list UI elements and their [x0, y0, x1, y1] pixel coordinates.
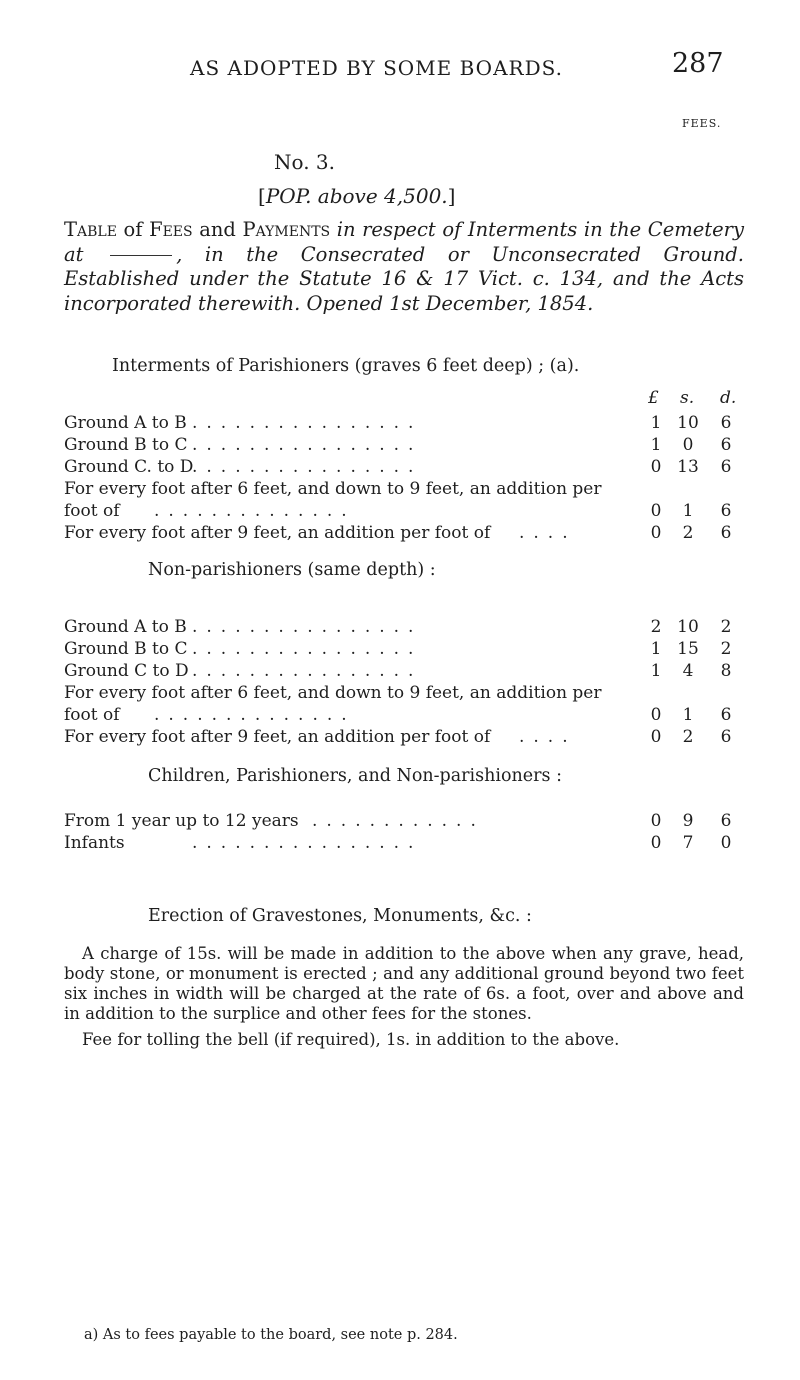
page-number: 287 [672, 48, 724, 79]
pounds-header: £ [648, 388, 659, 408]
dot-leader: ............ [312, 811, 485, 831]
amount-pounds: 0 [650, 705, 662, 725]
footnote: a) As to fees payable to the board, see note p. 284. [84, 1327, 458, 1343]
amount-shillings: 2 [682, 727, 694, 747]
pop-close: ] [447, 184, 456, 208]
pence-header: d. [720, 388, 737, 408]
fee-label: From 1 year up to 12 years [64, 811, 299, 831]
dot-leader: .... [519, 727, 577, 747]
amount-pence: 2 [720, 617, 732, 637]
fee-row [64, 522, 744, 544]
bell-fee-paragraph: Fee for tolling the bell (if required), 1s. in addition to the above. [82, 1030, 620, 1049]
amount-shillings: 10 [677, 617, 699, 637]
amount-pounds: 0 [650, 811, 662, 831]
non-parishioners-heading: Non-parishioners (same depth) : [148, 560, 436, 580]
amount-pounds: 1 [650, 661, 662, 681]
dot-leader: ................ [192, 413, 423, 433]
population-note [258, 184, 455, 208]
fee-row [64, 638, 744, 660]
amount-pence: 6 [720, 435, 732, 455]
amount-pounds: 0 [650, 457, 662, 477]
amount-pounds: 1 [650, 413, 662, 433]
amount-shillings: 2 [682, 523, 694, 543]
pop-text: POP. above 4,500. [265, 184, 448, 208]
running-title: AS ADOPTED BY SOME BOARDS. [190, 56, 563, 80]
fee-row [64, 810, 744, 832]
amount-pence: 6 [720, 705, 732, 725]
fee-row [64, 704, 744, 726]
dot-leader: ................ [192, 639, 423, 659]
parishioners-heading: Interments of Parishioners (graves 6 feet deep) ; (a). [112, 356, 580, 376]
fee-label: Infants [64, 833, 125, 853]
fee-row [64, 660, 744, 682]
schedule-number: No. 3. [274, 150, 335, 174]
fee-label: For every foot after 6 feet, and down to 9 feet, an addition per [64, 479, 602, 499]
amount-shillings: 1 [682, 705, 694, 725]
fee-label: For every foot after 9 feet, an addition per foot of [64, 523, 491, 543]
amount-shillings: 7 [682, 833, 694, 853]
amount-shillings: 13 [677, 457, 699, 477]
amount-shillings: 15 [677, 639, 699, 659]
pop-open: [ [258, 184, 266, 208]
fee-label: For every foot after 6 feet, and down to 9 feet, an addition per [64, 683, 602, 703]
dot-leader: ................ [192, 833, 423, 853]
amount-shillings: 1 [682, 501, 694, 521]
fee-label: Ground B to C [64, 639, 188, 659]
gravestones-heading: Erection of Gravestones, Monuments, &c. : [148, 906, 532, 926]
amount-pence: 6 [720, 457, 732, 477]
amount-shillings: 4 [682, 661, 694, 681]
amount-pounds: 0 [650, 833, 662, 853]
fee-row [64, 832, 744, 854]
schedule-title [64, 218, 744, 316]
title-of: of [116, 218, 150, 241]
amount-shillings: 10 [677, 413, 699, 433]
fee-label: For every foot after 9 feet, an addition per foot of [64, 727, 491, 747]
shillings-header: s. [680, 388, 695, 408]
amount-pence: 6 [720, 501, 732, 521]
gravestones-paragraph: A charge of 15s. will be made in addition to the above when any grave, head, body stone, or monument is erected ; and any additional ground beyond two feet six inches in width will be charged at the rate of 6s. a foot, over and above and in addition to the surplice and other fees for the stones. [64, 944, 744, 1023]
title-rest-2: , in the Consecrated or Unconsecrated Ground. Established under the Statute 16 & 17 Vict. c. 134, and the Acts incorporated therewith. Opened 1st December, 1854. [64, 242, 744, 315]
amount-pence: 6 [720, 811, 732, 831]
fee-label: foot of [64, 705, 120, 725]
amount-pence: 6 [720, 727, 732, 747]
fee-row [64, 616, 744, 638]
fee-label: foot of [64, 501, 120, 521]
amount-shillings: 9 [682, 811, 694, 831]
blank-dash [110, 255, 172, 256]
amount-pounds: 0 [650, 523, 662, 543]
title-rest-1: in respect of Interments in the Cemetery at [64, 218, 744, 266]
title-word-payments: Payments [242, 218, 331, 241]
fee-label: Ground C. to D [64, 457, 194, 477]
amount-pounds: 1 [650, 435, 662, 455]
amount-pence: 6 [720, 413, 732, 433]
amount-pence: 6 [720, 523, 732, 543]
amount-pence: 8 [720, 661, 732, 681]
children-heading: Children, Parishioners, and Non-parishioners : [148, 766, 562, 786]
fee-row [64, 500, 744, 522]
fee-row [64, 456, 744, 478]
fee-label: Ground A to B [64, 617, 187, 637]
dot-leader: ................ [192, 457, 423, 477]
fee-row [64, 478, 744, 500]
amount-pounds: 0 [650, 501, 662, 521]
dot-leader: .............. [154, 501, 356, 521]
amount-shillings: 0 [682, 435, 694, 455]
section-tag: FEES. [682, 117, 722, 130]
dot-leader: .... [519, 523, 577, 543]
dot-leader: .............. [154, 705, 356, 725]
amount-pounds: 0 [650, 727, 662, 747]
fee-label: Ground C to D [64, 661, 189, 681]
dot-leader: ................ [192, 661, 423, 681]
amount-pence: 2 [720, 639, 732, 659]
amount-pence: 0 [720, 833, 732, 853]
amount-pounds: 2 [650, 617, 662, 637]
fee-row [64, 726, 744, 748]
dot-leader: ................ [192, 617, 423, 637]
fee-row [64, 412, 744, 434]
fee-row [64, 434, 744, 456]
title-and: and [192, 218, 243, 241]
amount-pounds: 1 [650, 639, 662, 659]
title-word-fees: Fees [149, 218, 193, 241]
dot-leader: ................ [192, 435, 423, 455]
fee-label: Ground B to C [64, 435, 188, 455]
fee-row [64, 682, 744, 704]
fee-label: Ground A to B [64, 413, 187, 433]
title-word-table: Table [64, 218, 117, 241]
